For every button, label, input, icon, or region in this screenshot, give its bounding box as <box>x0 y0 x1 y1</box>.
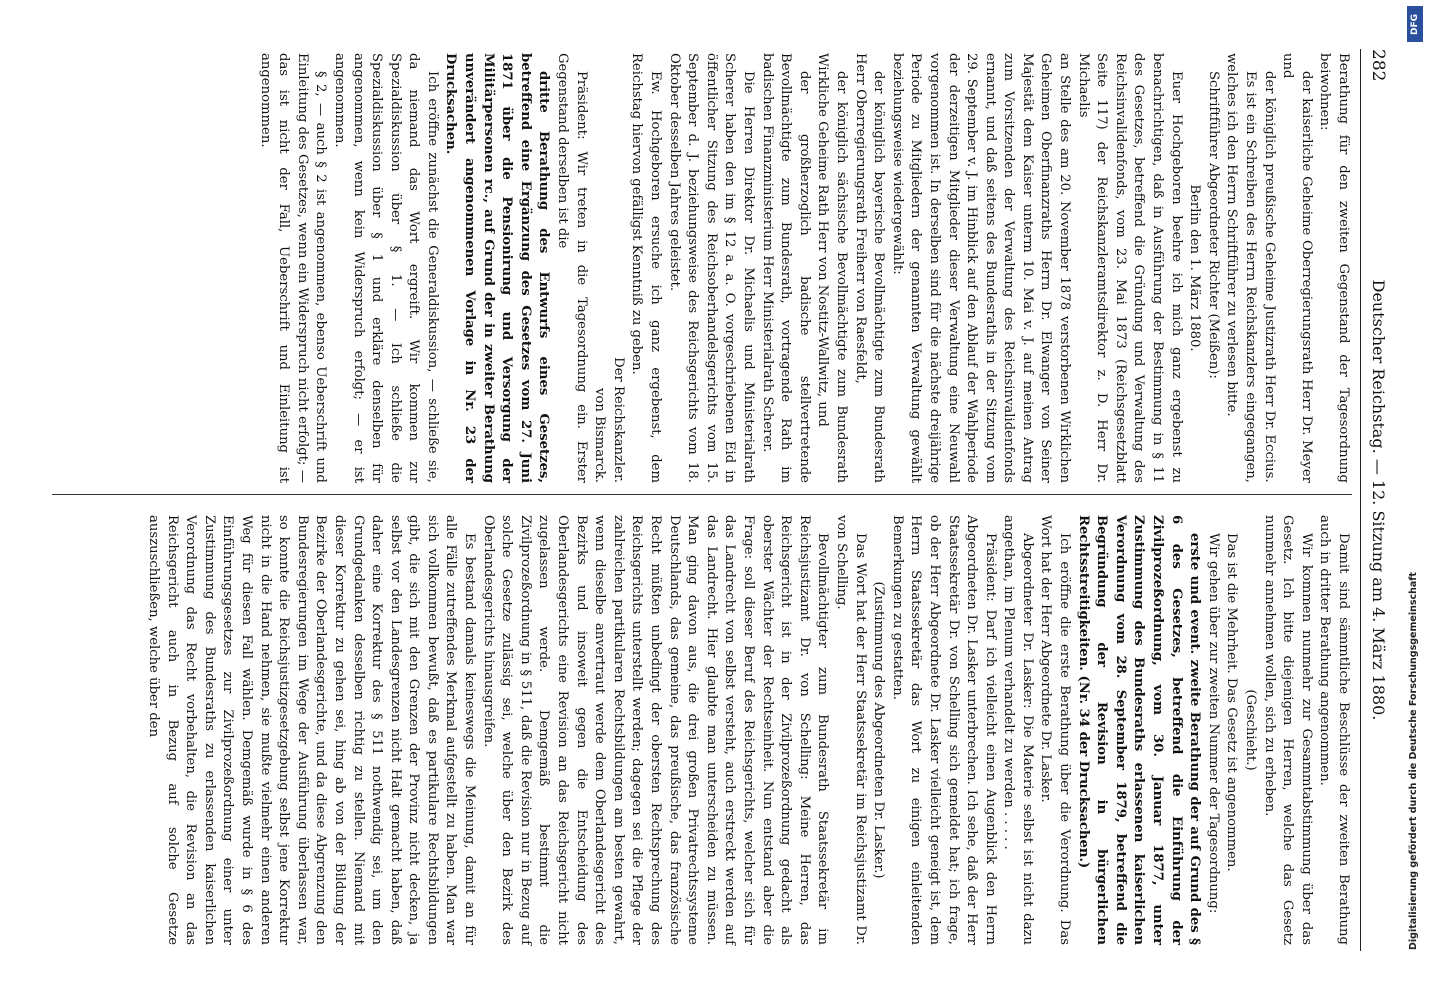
paragraph: Damit sind sämmtliche Beschlüsse der zweiten Berathung auch in dritter Berathung angenommen. <box>1317 515 1351 945</box>
paragraph: Präsident: Wir treten in die Tagesordnung ein. Erster Gegenstand derselben ist die <box>555 53 589 483</box>
paragraph: Berathung für den zweiten Gegenstand der Tagesordnung beiwohnen: <box>1317 53 1351 483</box>
paragraph: Abgeordneter Dr. Lasker: Die Materie selbst ist nicht dazu angethan, im Plenum verhandelt zu werden . . . . . <box>1001 515 1035 945</box>
paragraph: erste und event. zweite Berathung der auf Grund des § 6 des Gesetzes, betreffend die Einführung der Zivilprozeßordnung, vom 30. Januar 1877, unter Zustimmung des Bundesraths erlassenen kaiserlichen Verordnung vom 28. September 1879, betreffend die Begründung der Revision in bürgerlichen Rechtsstreitigkeiten. (Nr. 34 der Drucksachen.) <box>1075 515 1203 945</box>
paragraph: der großherzoglich badische stellvertretende Bevollmächtigte zum Bundesrath, vortragende Rath im badischen Finanzministerium Herr Ministerialrath Scherer. <box>759 53 812 483</box>
paragraph: dritte Berathung des Entwurfs eines Gesetzes, betreffend eine Ergänzung des Gesetzes vom 27. Juni 1871 über die Pensionirung und Versorgung der Militärpersonen rc., auf Grund der in zweiter Berathung unverändert angenommenen Vorlage in Nr. 23 der Drucksachen. <box>443 53 552 483</box>
paragraph: (Zustimmung des Abgeordneten Dr. Lasker.) <box>871 581 887 879</box>
paragraph: Wir gehen über zur zweiten Nummer der Tagesordnung: <box>1205 533 1221 914</box>
paragraph: Bevollmächtigter zum Bundesrath Staatssekretär im Reichsjustizamt Dr. von Schelling: Meine Herren, das Reichsgericht ist in der Zivilprozeßordnung gedacht als oberster Wächter der Rechtseinheit. Nun entstand aber die Frage: soll dieser Beruf des Reichsgerichts, welcher sich für das Landrecht von selbst versteht, auch erstreckt werden auf das Landrecht. Hier glaubte man unterscheiden zu müssen. Man ging davon aus, die drei großen Privatrechtssysteme Deutschlands, das gemeine, das preußische, das französische Recht müßten unbedingt der obersten Rechtsprechung des Reichsgerichts unterstellt werden; dagegen sei die Pflege der zahlreichen partikularen Rechtsbildungen am besten gewahrt, wenn dieselbe anvertraut werde dem Oberlandesgericht des Bezirks und insoweit gegen die Entscheidung des Oberlandesgerichts eine Revision an das Reichsgericht nicht zugelassen werde. Demgemäß bestimmt die Zivilprozeßordnung in § 511, daß die Revision nur in Bezug auf solche Gesetze zulässig sei, welche über den Bezirk des Oberlandesgerichts hinausgreifen. <box>480 515 831 945</box>
paragraph: Ich eröffne zunächst die Generaldiskussion, — schließe sie, da niemand das Wort ergreift. Wir kommen zur Spezialdiskussion über § 1. — Ich schließe die Spezialdiskussion über § 1 und erkläre denselben für angenommen, wenn kein Widerspruch erfolgt; — er ist angenommen. <box>331 53 440 483</box>
paragraph: der kaiserliche Geheime Oberregierungsrath Herr Dr. Meyer und <box>1280 53 1314 483</box>
funding-notice-text: Digitalisierung gefördert durch die Deutsche Forschungsgemeinschaft <box>1408 572 1419 950</box>
right-column <box>143 515 1352 945</box>
paragraph: Es ist ein Schreiben des Herrn Reichskanzlers eingegangen, welches ich den Herrn Schriftführer zu verlesen bitte. <box>1224 53 1259 483</box>
document-page <box>26 25 1406 975</box>
paragraph: von Bismarck. <box>592 388 608 483</box>
paragraph: Euer Hochgeboren beehre ich mich ganz ergebenst zu benachrichtigen, daß in Ausführung der Bestimmung in § 11 des Gesetzes, betreffend die Gründung und Verwaltung des Reichsinvalidenfonds, vom 23. Mai 1873 (Reichsgesetzblatt Seite 117) der Reichskanzleramtsdirektor z. D. Herr Dr. Michaelis <box>1075 53 1184 483</box>
paragraph: Ew. Hochgeboren ersuche ich ganz ergebenst, dem Reichstag hiervon gefälligst Kenntniß zu geben. <box>629 53 664 483</box>
dfg-logo: DFG <box>1407 6 1423 42</box>
running-header <box>1360 49 1400 951</box>
paragraph: Präsident: Darf ich vielleicht einen Augenblick den Herrn Abgeordneten Dr. Lasker unterbrechen. Ich sehe, daß der Herr Staatssekretär Dr. von Schelling sich gemeldet hat; ich frage, ob der Herr Abgeordnete Dr. Lasker vielleicht geneigt ist, dem Herrn Staatssekretär das Wort zu einigen einleitenden Bemerkungen zu gestatten. <box>889 515 998 945</box>
paragraph: der königlich bayerische Bevollmächtigte zum Bundesrath Herr Oberregierungsrath Freiherr von Raesfeldt, <box>852 53 887 483</box>
page-number: 282 <box>1368 49 1388 82</box>
paragraph: (Geschieht.) <box>1243 689 1259 771</box>
left-column <box>255 53 1352 483</box>
paragraph: Berlin den 1. März 1880. <box>1187 184 1203 352</box>
paragraph: Das Wort hat der Herr Staatssekretär im Reichsjustizamt Dr. von Schelling. <box>833 515 868 945</box>
paragraph: der königlich preußische Geheime Justizrath Herr Dr. Eccius. <box>1261 71 1277 483</box>
paragraph: Der Reichskanzler. <box>610 357 626 483</box>
digitization-notice <box>1402 0 1428 1000</box>
paragraph: der königlich sächsische Bevollmächtigte zum Bundesrath Wirkliche Geheime Rath Herr von Nostitz-Wallwitz, und <box>815 53 849 483</box>
paragraph: Wir kommen nunmehr zur Gesammtabstimmung über das Gesetz. Ich bitte diejenigen Herren, welche das Gesetz nunmehr annehmen wollen, sich zu erheben. <box>1261 515 1314 945</box>
paragraph: Ich eröffne die erste Berathung über die Verordnung. Das Wort hat der Herr Abgeordnete Dr. Lasker. <box>1038 515 1073 945</box>
header-rule <box>1360 49 1361 951</box>
paragraph: Die Herren Direktor Dr. Michaelis und Ministerialrath Scherer haben den im § 12 a. a. O. vorgeschriebenen Eid in öffentlicher Sitzung des Reichsoberhandelsgerichts vom 15. September d. J. beziehungsweise des Reichsgerichts vom 18. Oktober desselben Jahres geleistet. <box>666 53 756 483</box>
paragraph: Es bestand damals keineswegs die Meinung, damit an für alle Fälle zutreffendes Merkmal aufgestellt zu haben. Man war sich vollkommen bewußt, daß es partikulare Rechtsbildungen gibt, die sich mit den Grenzen der Provinz nicht decken, ja selbst vor den Landesgrenzen nicht Halt gemacht haben, daß daher eine Korrektur des § 511 nothwendig sei, um den Grundgedanken desselben richtig zu stellen. Niemand mit dieser Korrektur zu gehen sei, hing ab von der Bildung der Bezirke der Oberlandesgerichte, und da diese Abgrenzung den Bundesregierungen im Wege der Ausführung überlassen war, so konnte die Reichsjustizgesetzgebung selbst jene Korrektur nicht in die Hand nehmen, sie mußte vielmehr einen anderen Weg für diesen Fall wählen. Demgemäß wurde in § 6 des Einführungsgesetzes zur Zivilprozeßordnung einer unter Zustimmung des Bundesraths zu erlassenden kaiserlichen Verordnung das Recht vorbehalten, die Revision an das Reichsgericht auch in Bezug auf solche Gesetze auszuschließen, welche über den <box>146 515 478 945</box>
paragraph: Schriftführer Abgeordneter Richter (Meißen): <box>1205 71 1221 379</box>
paragraph: § 2, — auch § 2 ist angenommen, ebenso Ueberschrift und Einleitung des Gesetzes, wenn ein Widerspruch nicht erfolgt; — das ist nicht der Fall, Ueberschrift und Einleitung ist angenommen. <box>257 53 329 483</box>
running-title: Deutscher Reichstag. — 12. Sitzung am 4. März 1880. <box>1369 279 1388 721</box>
paragraph: an Stelle des am 20. November 1878 verstorbenen Wirklichen Geheimen Oberfinanzraths Herrn Dr. Elwanger von Seiner Majestät dem Kaiser unterm 10. Mai v. J. auf meinen Antrag zum Vorsitzenden der Verwaltung des Reichsinvalidenfonds ernannt, und daß seitens des Bundesraths in der Sitzung vom 29. September v. J. im Hinblick auf den Ablauf der Wahlperiode der derzeitigen Mitglieder dieser Verwaltung eine Neuwahl vorgenommen ist. In derselben sind für die nächste dreijährige Periode zu Mitgliedern der genannten Verwaltung gewählt beziehungsweise wiedergewählt: <box>889 53 1073 483</box>
paragraph: Das ist die Mehrheit. Das Gesetz ist angenommen. <box>1224 533 1240 872</box>
column-divider <box>52 494 1352 495</box>
